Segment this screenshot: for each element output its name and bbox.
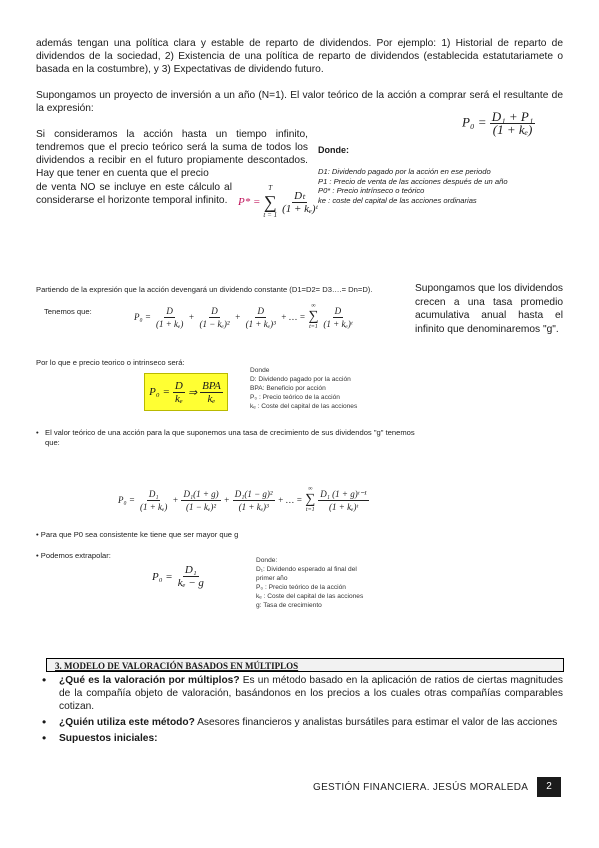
bullet-text: Podemos extrapolar: (40, 551, 111, 560)
formula-numerator: D₁ + P₁ (491, 109, 534, 124)
section-list (36, 674, 563, 748)
sum-upper-limit: T (268, 184, 273, 192)
highlighted-formula (144, 373, 228, 411)
answer-text: Asesores financieros y analistas bursátiles para estimar el valor de las acciones (194, 717, 558, 728)
infinite-paragraph-end: de venta NO se incluye en este cálculo al considerarse el horizonte temporal infinito. (36, 182, 232, 206)
legend-line: kₑ : Coste del capital de las acciones (250, 403, 358, 410)
equation-tail: + … = (277, 495, 303, 505)
legend-line: P1 : Precio de venta de las acciones después de un año (318, 176, 508, 186)
answer-text: Es un método basado en la aplicación de ratios de ciertas magnitudes de la compañía objeto de valoración, basándonos en los precios a los cuales otras compañías comparables cotizan. (59, 675, 563, 712)
term-denominator: (1 − kₑ)² (185, 501, 217, 512)
formula-infinite-sum (238, 184, 319, 220)
formula-one-year (462, 111, 535, 136)
legend-line: BPA: Beneficio por acción (250, 385, 326, 392)
growth-bullet-2 (36, 530, 238, 540)
sigma-icon: ∑ (305, 492, 316, 507)
list-item (36, 674, 563, 713)
bullet-icon: • (36, 428, 39, 437)
legend-line: Donde: (256, 557, 278, 564)
sum-lower-limit: t=1 (305, 507, 315, 513)
equation-tail: + … = (280, 312, 306, 322)
infinite-paragraph: Si consideramos la acción hasta un tiempo infinito, tendremos que el precio teórico será la suma de todos los dividendos a recibir en el futuro propiamente descontados. Hay que tener en cuenta que el precio (36, 129, 308, 179)
tenemos-label: Tenemos que: (44, 307, 92, 316)
term-numerator: D (334, 305, 342, 316)
bullet-text: El valor teórico de una acción para la que suponemos una tasa de crecimiento de sus dividendos "g" tenemos que: (45, 428, 415, 447)
sigma-icon: ∑ (263, 192, 277, 212)
bullet-icon: • (36, 551, 39, 560)
sum-upper-limit: ∞ (311, 303, 316, 309)
list-item (36, 716, 563, 729)
formula-denominator: (1 + kₑ)ᵗ (282, 202, 318, 215)
sigma-icon: ∑ (308, 309, 319, 324)
formula-numerator: BPA (202, 379, 221, 392)
legend-line: P0* : Precio intrínseco o teórico (318, 186, 425, 195)
term-denominator: (1 + kₑ)ᵗ (329, 501, 358, 512)
list-item (36, 732, 563, 745)
growth-bullet-3 (36, 551, 111, 561)
growth-bullet-1 (36, 428, 426, 448)
term-denominator: (1 + kₑ)ᵗ (323, 318, 353, 329)
term-denominator: (1 + kₑ) (139, 501, 168, 512)
term-denominator: (1 + kₑ)³ (238, 501, 269, 512)
term-numerator: D (257, 305, 264, 316)
donde-legend-3 (256, 556, 376, 610)
legend-line: D: Dividendo pagado por la acción (250, 376, 351, 383)
formula-denominator: kₑ − g (177, 577, 204, 589)
question-text: Supuestos iniciales: (59, 733, 158, 744)
legend-line: g: Tasa de crecimiento (256, 602, 322, 609)
legend-line: P₀ : Precio teórico de la acción (250, 394, 340, 401)
legend-line: D1: Dividendo pagado por la acción en ese periodo (318, 167, 491, 176)
legend-line: P₀ : Precio teórico de la acción (256, 584, 346, 591)
implies-icon: ⇒ (187, 386, 198, 399)
formula-lhs: P* = (238, 196, 261, 208)
donde-title: Donde: (318, 145, 349, 155)
bullet-text: Para que P0 sea consistente ke tiene que ser mayor que g (40, 530, 239, 539)
gordon-formula (152, 564, 206, 589)
formula-lhs: P₀ = (462, 114, 487, 130)
legend-line: Donde (250, 367, 270, 374)
formula-denominator: kₑ (207, 392, 216, 405)
growth-equation: P₀ = $\frac{\text{D₁}}{\text{(1 + kₑ)}}$ + $\frac{\text{D₁(1 + g)}}{\text{(1 − kₑ)²}}$ + $\frac{\text{D₁(1 − g)²}}{\text{(1 + kₑ)³}}$ + … = ∞ ∑ t=1 $\frac{\text{D₁ (1 + g)ᵗ⁻¹}}{\text{(1 + kₑ)ᵗ}}$ (118, 486, 367, 513)
formula-lhs: P₀ = (152, 570, 173, 583)
intro-paragraph: además tengan una política clara y estable de reparto de dividendos. Por ejemplo: 1) Historial de reparto de dividendos de la sociedad, 2) Existencia de una política de reparto de dividendos (establecida estatutariamete o basada en la costumbre), y 3) Expectativas de dividendo futuro. (36, 38, 563, 75)
term-numerator: D (211, 305, 218, 316)
section-heading: 3. MODELO DE VALORACIÓN BASADOS EN MÚLTIPLOS (46, 658, 564, 672)
legend-line: ke : coste del capital de las acciones ordinarias (318, 195, 477, 205)
term-numerator: D₁(1 + g) (183, 488, 219, 499)
question-text: ¿Qué es la valoración por múltiplos? (59, 675, 240, 686)
por-lo-que-label: Por lo que e precio teorico o intrinseco será: (36, 358, 185, 367)
constant-dividend-intro: Partiendo de la expresión que la acción devengará un dividendo constante (D1=D2= D3….= Dn=D). (36, 285, 373, 294)
term-numerator: D (166, 305, 173, 316)
term-denominator: (1 + kₑ) (155, 318, 184, 329)
growth-side-text: Supongamos que los dividendos crecen a una tasa promedio acumulativa anual hasta el infinito que denominaremos "g". (415, 283, 563, 335)
sum-upper-limit: ∞ (308, 486, 313, 492)
sum-lower-limit: t = 1 (263, 211, 278, 219)
sum-lower-limit: t=1 (309, 324, 318, 330)
footer-text: GESTIÓN FINANCIERA. JESÚS MORALEDA (313, 782, 529, 793)
formula-numerator: D (174, 379, 183, 392)
question-text: ¿Quién utiliza este método? (59, 717, 195, 728)
term-denominator: (1 − kₑ)² (199, 318, 230, 329)
equation-lhs: P₀ = (134, 312, 151, 322)
donde-legend-2 (250, 366, 400, 411)
term-numerator: D₁ (1 + g)ᵗ⁻¹ (320, 488, 367, 499)
equation-lhs: P₀ = (118, 495, 135, 505)
term-denominator: (1 + kₑ)³ (245, 318, 276, 329)
constant-equation: P₀ = $\frac{D}{\text{(1 + kₑ)}}$ + $\frac{D}{\text{(1 − kₑ)²}}$ + $\frac{D}{\text{(1 + kₑ)³}}$ + … = ∞ ∑ t=1 $\frac{D}{\text{(1 + kₑ)ᵗ}}$ (134, 303, 353, 330)
formula-lhs: P₀ = (149, 386, 170, 398)
formula-denominator: kₑ (174, 392, 183, 405)
investment-paragraph: Supongamos un proyecto de inversión a un año (N=1). El valor teórico de la acción a comprar será el resultante de la expresión: (36, 90, 563, 114)
formula-numerator: Dₜ (294, 189, 306, 202)
term-numerator: D₁(1 − g)² (234, 488, 273, 499)
donde-legend-1 (318, 145, 568, 205)
formula-denominator: (1 + kₑ) (492, 122, 533, 137)
bullet-icon: • (36, 530, 39, 539)
formula-numerator: D₁ (184, 564, 197, 576)
legend-line: kₑ : Coste del capital de las acciones (256, 593, 364, 600)
term-numerator: D₁ (148, 488, 159, 499)
page-number: 2 (537, 777, 561, 797)
legend-line: D₁: Dividendo esperado al final del primer año (256, 566, 357, 582)
